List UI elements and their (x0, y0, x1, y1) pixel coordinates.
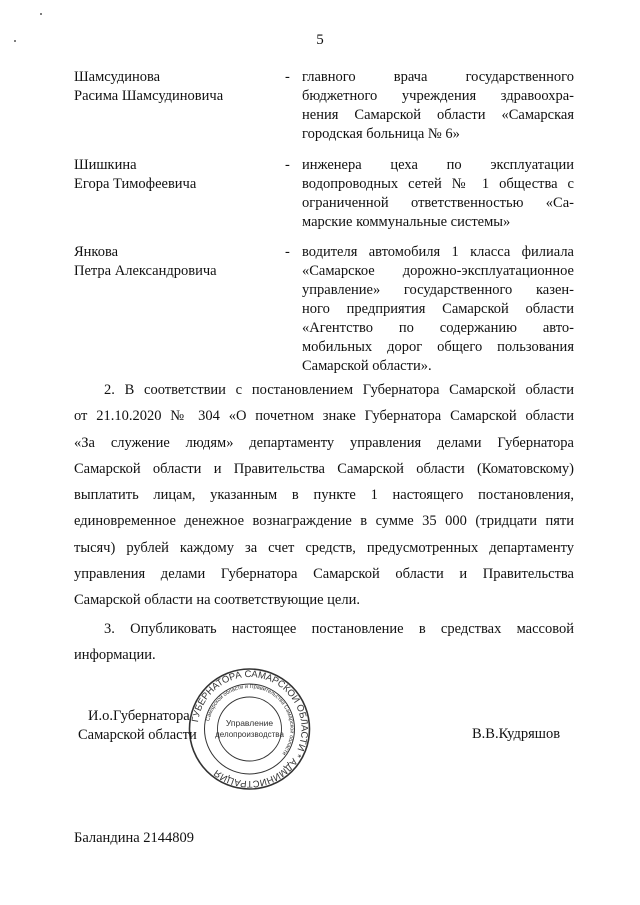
desc-line: марские коммунальные системы» (302, 214, 511, 230)
paragraph-line: Самарской области и Правительства Самарской области (Коматовскому) (74, 460, 574, 477)
signatory-name: В.В.Кудряшов (472, 726, 561, 742)
desc-line: водопроводных сетей № 1 общества с (302, 176, 574, 192)
desc-line: городская больница № 6» (302, 126, 460, 142)
stamp-inner-text: Самарской области и Правительства Самарской области (205, 683, 295, 757)
page-number: 5 (316, 32, 324, 48)
paragraph-line: управления делами Губернатора Самарской области и Правительства (74, 566, 574, 583)
name-line: Расима Шамсудиновича (74, 88, 224, 104)
scan-speck (40, 13, 42, 15)
stamp-center-line-2: делопроизводства (215, 730, 284, 739)
desc-line: Самарской области». (302, 358, 432, 374)
desc-line: бюджетного учреждения здравоохра- (302, 88, 574, 104)
paragraph-2 (74, 377, 574, 614)
name-line: Янкова (74, 244, 119, 260)
desc-line: инженера цеха по эксплуатации (302, 157, 574, 173)
paragraph-line: 2. В соответствии с постановлением Губернатора Самарской области (104, 382, 574, 398)
desc-line: водителя автомобиля 1 класса филиала (302, 244, 574, 260)
person-name (74, 243, 274, 281)
paragraph-line: тысяч) рублей каждому за счет средств, предусмотренных департаменту (74, 539, 574, 556)
desc-line: нения Самарской области «Самарская (302, 107, 574, 123)
person-name (74, 156, 274, 194)
position-description (302, 156, 574, 232)
paragraph-line: 3. Опубликовать настоящее постановление в средствах массовой (104, 621, 574, 637)
dash: - (285, 157, 290, 173)
paragraph-line: выплатить лицам, указанным в пункте 1 настоящего постановления, (74, 487, 574, 504)
desc-line: мобильных дорог общего пользования (302, 339, 574, 355)
desc-line: управление» государственного казен- (302, 282, 574, 298)
paragraph-line: единовременное денежное вознаграждение в сумме 35 000 (тридцати пяти (74, 513, 574, 530)
paragraph-line: Самарской области на соответствующие цели. (74, 592, 360, 609)
official-stamp (187, 665, 312, 793)
stamp-outer-text: ГУБЕРНАТОРА САМАРСКОЙ ОБЛАСТИ * АДМИНИСТРАЦИЯ (189, 668, 310, 790)
signatory-title-line: Самарской области (78, 727, 197, 743)
dash: - (285, 244, 290, 260)
name-line: Шамсудинова (74, 69, 161, 85)
name-line: Егора Тимофеевича (74, 176, 197, 192)
executor-footer: Баландина 2144809 (74, 830, 195, 846)
desc-line: «Агентство по содержанию авто- (302, 320, 574, 336)
position-description (302, 243, 574, 376)
desc-line: ного предприятия Самарской области (302, 301, 574, 317)
stamp-center-ring (218, 697, 282, 761)
paragraph-line: информации. (74, 647, 156, 664)
dash: - (285, 69, 290, 85)
desc-line: ограниченной ответственностью «Са- (302, 195, 574, 211)
paragraph-line: от 21.10.2020 № 304 «О почетном знаке Губернатора Самарской области (74, 408, 574, 425)
paragraph-line: «За служение людям» департаменту управления делами Губернатора (74, 434, 574, 451)
name-line: Шишкина (74, 157, 137, 173)
position-description (302, 68, 574, 144)
person-name (74, 68, 274, 106)
paragraph-3 (74, 616, 574, 669)
signatory-title (78, 707, 197, 745)
desc-line: «Самарское дорожно-эксплуатационное (302, 263, 574, 279)
name-line: Петра Александровича (74, 263, 217, 279)
desc-line: главного врача государственного (302, 69, 574, 85)
signatory-title-line: И.о.Губернатора (88, 708, 190, 724)
stamp-center-line-1: Управление (225, 718, 274, 728)
